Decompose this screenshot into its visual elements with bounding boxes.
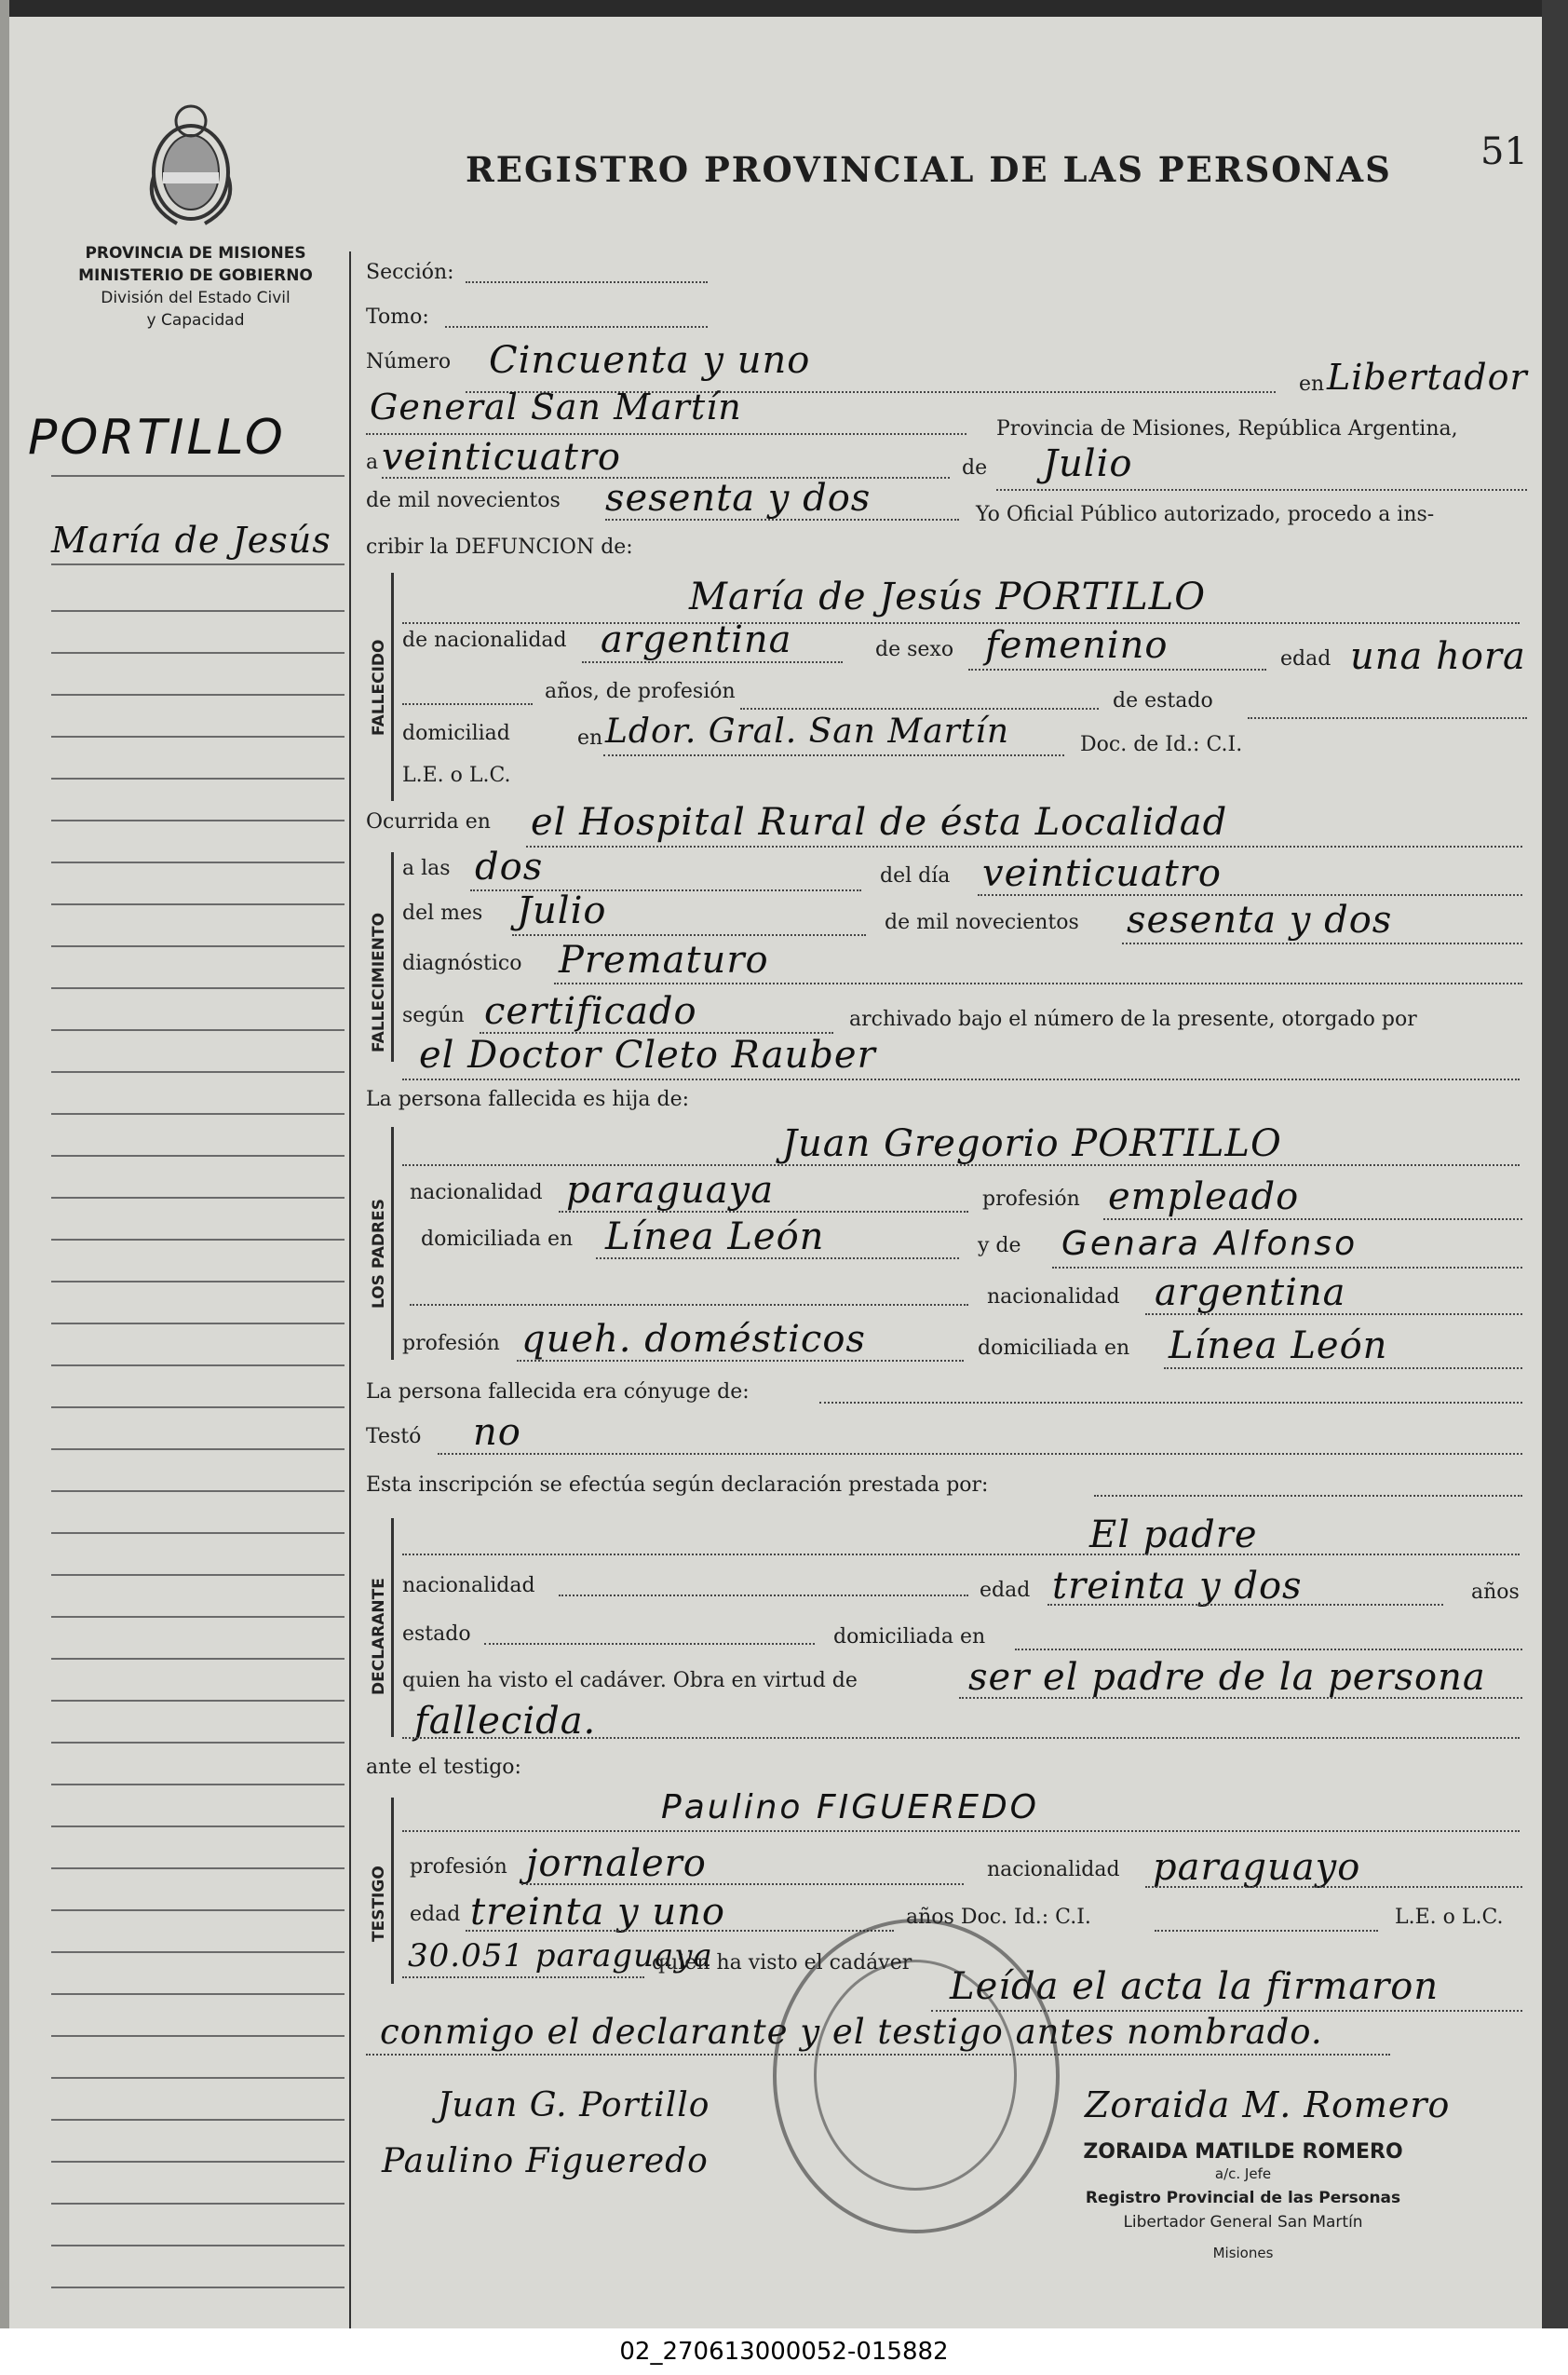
value-declarante-edad: treinta y dos (1052, 1565, 1303, 1608)
label-de: de (962, 456, 988, 480)
value-leida: Leída el acta la firmaron (950, 1965, 1440, 2008)
label-cribir: cribir la DEFUNCION de: (366, 536, 633, 559)
document-title: REGISTRO PROVINCIAL DE LAS PERSONAS (466, 149, 1392, 190)
margin-column (0, 242, 349, 2328)
oficial-printed-name: ZORAIDA MATILDE ROMERO (1083, 2140, 1403, 2164)
label-archivado: archivado bajo el número de la presente, otorgado por (849, 1008, 1417, 1031)
label-t-anos-doc: años Doc. Id.: C.I. (906, 1906, 1091, 1929)
value-dia: veinticuatro (982, 852, 1222, 895)
label-hija-de: La persona fallecida es hija de: (366, 1088, 690, 1111)
value-padre-domicilio: Línea León (605, 1215, 825, 1258)
value-virtud-cont: fallecida. (414, 1700, 597, 1743)
value-padre: Juan Gregorio PORTILLO (782, 1122, 1282, 1165)
label-ante-testigo: ante el testigo: (366, 1756, 521, 1779)
office-stamp-line-3: Misiones (1212, 2245, 1274, 2261)
label-t-profesion: profesión (410, 1855, 507, 1879)
page-number: 51 (1480, 130, 1528, 173)
image-id-caption: 02_270613000052-015882 (0, 2328, 1568, 2375)
label-madre-profesion: profesión (402, 1332, 500, 1355)
value-declarante: El padre (1089, 1513, 1258, 1556)
value-leida-cont: conmigo el declarante y el testigo antes nombrado. (380, 2012, 1323, 2052)
label-t-le-lc: L.E. o L.C. (1395, 1906, 1504, 1929)
fallecido-section-border (391, 573, 394, 801)
label-edad: edad (1280, 647, 1331, 671)
value-virtud: ser el padre de la persona (968, 1656, 1486, 1699)
value-numero: Cincuenta y uno (489, 339, 811, 382)
label-seccion: Sección: (366, 261, 454, 284)
label-visto-cadaver: quien ha visto el cadáver. Obra en virtud de (402, 1669, 858, 1692)
label-le-lc: L.E. o L.C. (402, 764, 511, 787)
value-mes: Julio (517, 889, 607, 932)
label-madre-nacionalidad: nacionalidad (987, 1285, 1120, 1309)
value-a-dia: veinticuatro (382, 436, 621, 479)
value-ocurrida: el Hospital Rural de ésta Localidad (531, 801, 1228, 844)
label-en-dom: en (577, 726, 603, 750)
fallecimiento-side-label: FALLECIMIENTO (370, 912, 388, 1052)
fallecido-side-label: FALLECIDO (370, 639, 388, 736)
padres-side-label: LOS PADRES (370, 1199, 388, 1309)
label-sexo: de sexo (875, 638, 954, 661)
scan-top-edge (0, 0, 1568, 17)
label-y-de: y de (978, 1234, 1021, 1257)
value-sexo: femenino (985, 624, 1169, 667)
value-anio-2: sesenta y dos (1127, 899, 1393, 942)
value-nombre: María de Jesús PORTILLO (689, 576, 1207, 618)
signature-testigo: Paulino Figueredo (382, 2142, 709, 2180)
value-testigo: Paulino FIGUEREDO (661, 1788, 1040, 1826)
label-a: a (366, 451, 379, 474)
label-yo-oficial: Yo Oficial Público autorizado, procedo a ins- (976, 503, 1435, 526)
label-de-mil-2: de mil novecientos (885, 911, 1079, 934)
official-seal (773, 1919, 1060, 2233)
label-del-dia: del día (880, 864, 951, 888)
label-tomo: Tomo: (366, 305, 429, 329)
scan-right-edge (1542, 0, 1568, 2328)
value-testigo-profesion: jornalero (526, 1842, 707, 1885)
office-stamp-line-1: Registro Provincial de las Personas (1085, 2189, 1401, 2207)
label-t-edad: edad (410, 1903, 461, 1926)
value-nacionalidad: argentina (601, 618, 792, 661)
testigo-section-border (391, 1798, 394, 1984)
label-madre-domicilio: domiciliada en (978, 1337, 1130, 1360)
label-segun: según (402, 1004, 465, 1027)
value-testigo-nacionalidad: paraguayo (1153, 1846, 1361, 1889)
declarante-side-label: DECLARANTE (370, 1578, 388, 1695)
label-anos-profesion: años, de profesión (545, 680, 736, 703)
value-madre: Genara Alfonso (1061, 1225, 1358, 1263)
margin-surname: PORTILLO (28, 410, 286, 466)
value-edad: una hora (1350, 635, 1526, 678)
label-decl-domiciliada: domiciliada en (833, 1625, 986, 1649)
oficial-subtitle: a/c. Jefe (1214, 2165, 1272, 2182)
office-stamp-line-2: Libertador General San Martín (1123, 2213, 1363, 2232)
label-t-visto: quien ha visto el cadáver (652, 1951, 912, 1975)
office-line-4: y Capacidad (146, 311, 245, 330)
label-de-mil: de mil novecientos (366, 489, 561, 512)
value-diagnostico: Prematuro (559, 939, 769, 982)
value-medico: el Doctor Cleto Rauber (419, 1034, 876, 1077)
label-decl-edad: edad (980, 1579, 1031, 1602)
testigo-side-label: TESTIGO (370, 1866, 388, 1942)
label-estado: de estado (1113, 689, 1213, 712)
label-padre-profesion: profesión (982, 1188, 1080, 1211)
value-madre-profesion: queh. domésticos (521, 1318, 866, 1361)
value-segun: certificado (484, 990, 697, 1033)
label-a-las: a las (402, 857, 451, 880)
fallecimiento-section-border (391, 852, 394, 1062)
label-doc-id: Doc. de Id.: C.I. (1080, 733, 1243, 756)
margin-given-names: María de Jesús (51, 520, 331, 561)
value-anio: sesenta y dos (605, 477, 872, 520)
value-madre-domicilio: Línea León (1169, 1324, 1388, 1367)
label-anos: años (1471, 1581, 1520, 1604)
label-domiciliado: domiciliad (402, 722, 510, 745)
value-en: Libertador (1327, 357, 1528, 398)
signature-oficial: Zoraida M. Romero (1085, 2084, 1451, 2125)
office-line-3: División del Estado Civil (101, 289, 291, 307)
value-hora: dos (475, 846, 544, 889)
label-numero: Número (366, 350, 452, 373)
label-t-nacionalidad: nacionalidad (987, 1858, 1120, 1881)
value-testigo-edad: treinta y uno (470, 1891, 725, 1934)
label-en: en (1299, 373, 1325, 396)
declarante-section-border (391, 1518, 394, 1737)
column-divider (349, 251, 351, 2328)
office-line-1: PROVINCIA DE MISIONES (85, 244, 306, 263)
label-ocurrida: Ocurrida en (366, 810, 491, 834)
label-decl-nacionalidad: nacionalidad (402, 1574, 535, 1597)
label-padre-nacionalidad: nacionalidad (410, 1181, 543, 1204)
value-padre-profesion: empleado (1108, 1175, 1300, 1218)
value-testigo-ci: 30.051 paraguaya (408, 1937, 713, 1975)
label-padre-domicilio: domiciliada en (421, 1228, 574, 1251)
argentina-coat-of-arms-icon (140, 93, 242, 233)
label-conyuge: La persona fallecida era cónyuge de: (366, 1380, 750, 1404)
office-line-2: MINISTERIO DE GOBIERNO (78, 266, 313, 285)
signature-declarante: Juan G. Portillo (438, 2086, 710, 2124)
label-provincia: Provincia de Misiones, República Argentina, (996, 417, 1458, 441)
value-domicilio: Ldor. Gral. San Martín (605, 712, 1010, 751)
value-madre-nacionalidad: argentina (1155, 1271, 1346, 1314)
label-decl-estado: estado (402, 1622, 471, 1646)
label-testo: Testó (366, 1425, 422, 1448)
label-diagnostico: diagnóstico (402, 952, 522, 975)
label-declaracion: Esta inscripción se efectúa según declaración prestada por: (366, 1473, 989, 1497)
value-padre-nacionalidad: paraguaya (566, 1169, 775, 1212)
label-nacionalidad: de nacionalidad (402, 629, 567, 652)
padres-section-border (391, 1127, 394, 1360)
value-testo: no (473, 1411, 521, 1454)
margin-line (51, 475, 345, 477)
value-de-mes: Julio (1043, 442, 1133, 485)
label-del-mes: del mes (402, 902, 483, 925)
value-en-cont: General San Martín (370, 387, 742, 428)
